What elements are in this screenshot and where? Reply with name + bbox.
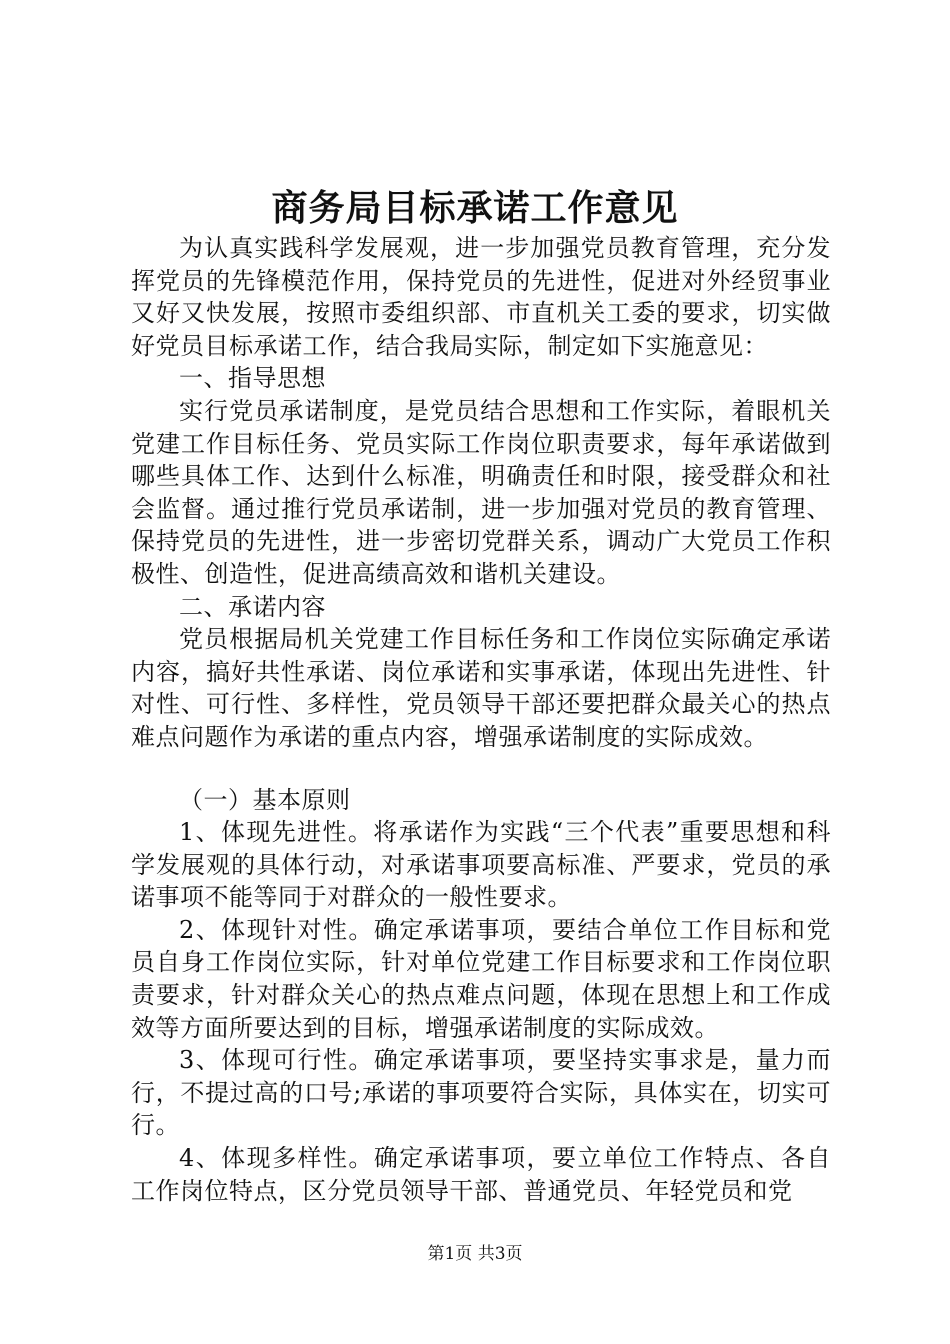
principle-paragraph: 2、体现针对性。确定承诺事项，要结合单位工作目标和党员自身工作岗位实际，针对单位党建工作目标要求和工作岗位职责要求，针对群众关心的热点难点问题，体现在思想上和工作成效等方面所要达到的目标，增强承诺制度的实际成效。 xyxy=(131,915,831,1042)
subsection-heading-basic-principles: （一）基本原则 xyxy=(179,785,351,814)
principle-paragraph: 4、体现多样性。确定承诺事项，要立单位工作特点、各自工作岗位特点，区分党员领导干部、普通党员、年轻党员和党 xyxy=(131,1144,831,1205)
section-paragraph-guiding-ideology: 实行党员承诺制度，是党员结合思想和工作实际，着眼机关党建工作目标任务、党员实际工作岗位职责要求，每年承诺做到哪些具体工作、达到什么标准，明确责任和时限，接受群众和社会监督。通过推行党员承诺制，进一步加强对党员的教育管理、保持党员的先进性，进一步密切党群关系，调动广大党员工作积极性、创造性，促进高绩高效和谐机关建设。 xyxy=(131,396,831,588)
document-body xyxy=(131,232,831,1207)
principle-paragraph: 3、体现可行性。确定承诺事项，要坚持实事求是，量力而行，不提过高的口号;承诺的事项要符合实际，具体实在，切实可行。 xyxy=(131,1046,831,1140)
principle-paragraph: 1、体现先进性。将承诺作为实践“三个代表”重要思想和科学发展观的具体行动，对承诺事项要高标准、严要求，党员的承诺事项不能等同于对群众的一般性要求。 xyxy=(131,818,831,912)
section-paragraph-commitment-content: 党员根据局机关党建工作目标任务和工作岗位实际确定承诺内容，搞好共性承诺、岗位承诺和实事承诺，体现出先进性、针对性、可行性、多样性，党员领导干部还要把群众最关心的热点难点问题作为承诺的重点内容，增强承诺制度的实际成效。 xyxy=(131,625,831,751)
section-heading-commitment-content: 二、承诺内容 xyxy=(179,592,326,621)
document-title: 商务局目标承诺工作意见 xyxy=(271,187,679,229)
page-number-footer: 第1页 共3页 xyxy=(427,1244,523,1264)
intro-paragraph: 为认真实践科学发展观，进一步加强党员教育管理，充分发挥党员的先锋模范作用，保持党员的先进性，促进对外经贸事业又好又快发展，按照市委组织部、市直机关工委的要求，切实做好党员目标承诺工作，结合我局实际，制定如下实施意见： xyxy=(131,234,831,360)
paragraph-spacer xyxy=(131,754,831,784)
section-heading-guiding-ideology: 一、指导思想 xyxy=(179,364,326,393)
